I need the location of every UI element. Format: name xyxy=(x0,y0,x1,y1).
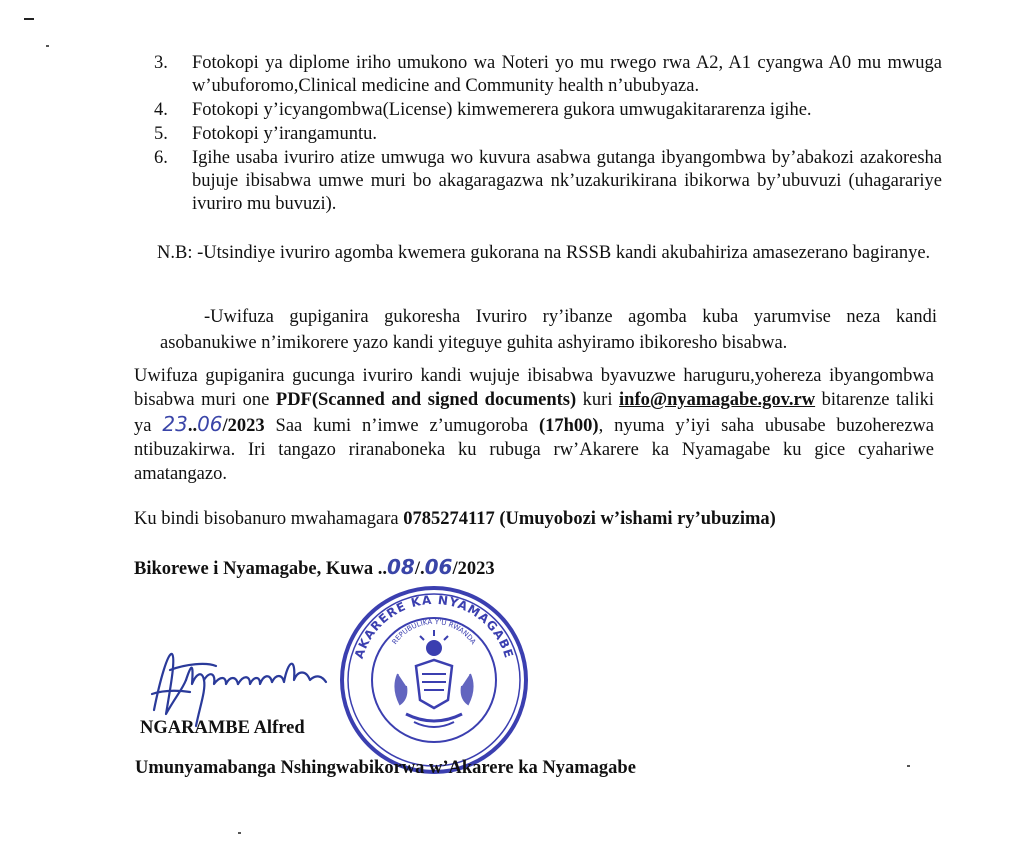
deadline-year: /2023 xyxy=(222,416,265,436)
scan-speck xyxy=(46,45,49,47)
pdf-requirement: PDF(Scanned and signed documents) xyxy=(275,390,577,410)
stamp-outer-text: AKARERE KA NYAMAGABE xyxy=(351,592,517,661)
place-date-line xyxy=(134,555,734,580)
signatory-name: NGARAMBE Alfred xyxy=(140,718,305,738)
margin-mark xyxy=(24,18,34,20)
handwritten-day: 08 xyxy=(387,555,415,579)
stamp-inner-text: REPUBULIKA Y'U RWANDA xyxy=(390,617,478,646)
paragraph-text: kuri xyxy=(576,390,620,410)
requirements-list xyxy=(152,52,942,216)
list-item xyxy=(152,123,942,146)
list-number: 6. xyxy=(154,148,168,168)
paragraph-text: bitarenze taliki ya xyxy=(134,390,934,436)
signature-icon xyxy=(146,640,336,730)
date-dots: .. xyxy=(377,559,388,579)
nb-rssb-note: N.B: -Utsindiye ivuriro agomba kwemera gukorana na RSSB kandi akubahiriza amasezerano bagiranye. xyxy=(157,243,931,263)
date-year: /2023 xyxy=(452,559,495,579)
official-stamp-icon xyxy=(336,578,532,778)
contact-phone: 0785274117 (Umuyobozi w’ishami ry’ubuzima) xyxy=(403,509,776,529)
contact-line xyxy=(134,509,934,530)
list-number: 4. xyxy=(154,100,168,120)
list-text: Igihe usaba ivuriro atize umwuga wo kuvura asabwa gutanga ibyangombwa by’abakozi azakoresha bujuje ibisabwa umwe muri bo akagaragazwa nk’uzakurikirana ibikorwa by’ubuvuzi (uhagarariye ivuriro mu buvuzi). xyxy=(192,148,942,214)
list-number: 5. xyxy=(154,124,168,144)
place-text: Bikorewe i Nyamagabe, Kuwa xyxy=(134,559,378,579)
list-text: Fotokopi y’irangamuntu. xyxy=(192,124,377,144)
paragraph-text: Saa kumi n’imwe z’umugoroba xyxy=(264,416,539,436)
list-item xyxy=(152,99,942,122)
date-separator: .. xyxy=(187,416,198,436)
paragraph-text: , nyuma y’iyi saha ubusabe buzoherezwa ntibuzakirwa. Iri tangazo riranaboneka ku rubuga rw’Akarere ka Nyamagabe ku gice cyahariwe amatangazo. xyxy=(134,416,934,484)
contact-text: Ku bindi bisobanuro mwahamagara xyxy=(134,509,404,529)
paragraph-text: Uwifuza gupiganira gucunga ivuriro kandi wujuje ibisabwa byavuzwe haruguru,yohereza ibyangombwa bisabwa muri one xyxy=(134,366,934,410)
handwritten-deadline-day: 23 xyxy=(162,412,188,436)
date-separator: /. xyxy=(414,559,425,579)
handwritten-deadline-month: 06 xyxy=(197,412,223,436)
scan-speck xyxy=(907,765,910,767)
scan-speck xyxy=(238,832,241,834)
signatory-title: Umunyamabanga Nshingwabikorwa w’Akarere ka Nyamagabe xyxy=(135,758,636,778)
nb-equipment-note: -Uwifuza gupiganira gukoresha Ivuriro ry’ibanze agomba kuba yarumvise neza kandi asobanukiwe n’imikorere yazo kandi yiteguye guhita ashyiramo ibikoresho bisabwa. xyxy=(160,307,937,353)
list-text: Fotokopi y’icyangombwa(License) kimwemerera gukora umwugakitararenza igihe. xyxy=(192,100,812,120)
list-text: Fotokopi ya diplome iriho umukono wa Noteri yo mu rwego rwa A2, A1 cyangwa A0 mu mwuga w’ubuforomo,Clinical medicine and Community health n’ububyaza. xyxy=(192,53,942,96)
list-item xyxy=(152,52,942,98)
list-number: 3. xyxy=(154,53,168,73)
list-item xyxy=(152,147,942,216)
handwritten-month: 06 xyxy=(424,555,453,579)
application-paragraph xyxy=(134,364,934,486)
email-link[interactable]: info@nyamagabe.gov.rw xyxy=(619,390,816,410)
deadline-time: (17h00) xyxy=(538,416,599,436)
